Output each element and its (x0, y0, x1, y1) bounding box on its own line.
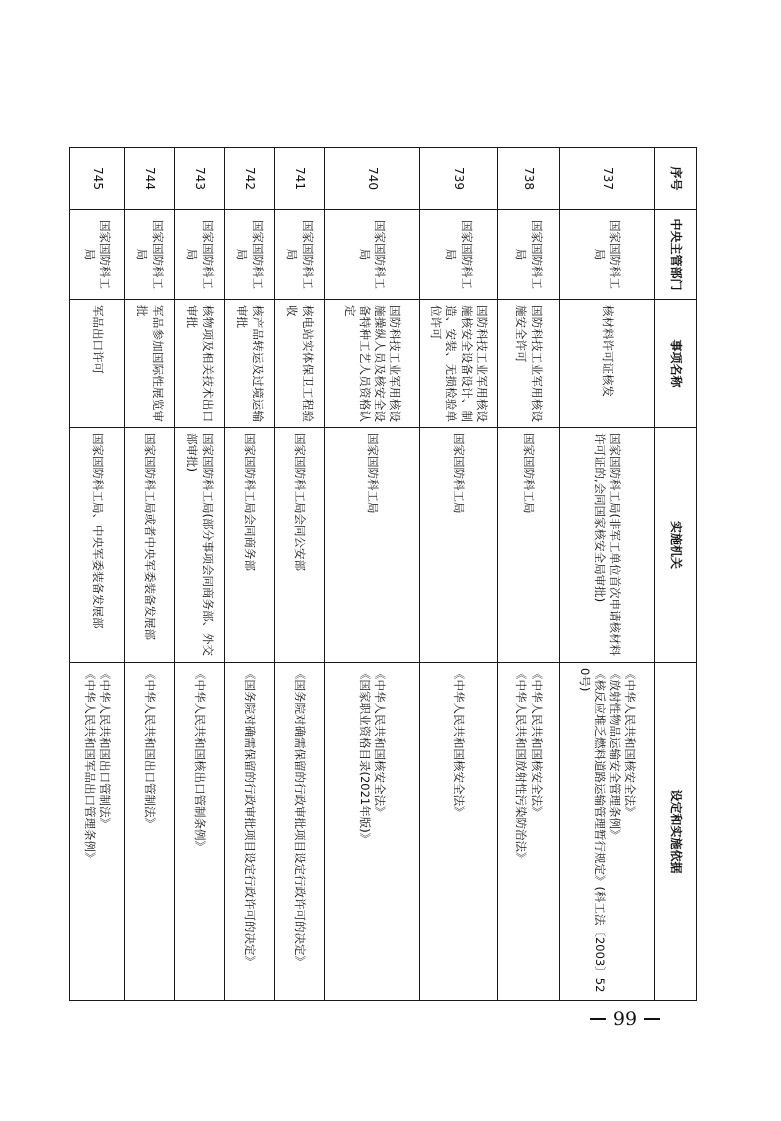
cell-basis (125, 663, 175, 1001)
rotated-table-container (83, 147, 697, 1000)
cell-item: 军品出口许可 (70, 300, 125, 428)
basis-line: 《中华人民共和国出口管制法》 (143, 668, 158, 829)
table-row (70, 148, 125, 1001)
cell-item: 核产品转运及过境运输审批 (225, 300, 275, 428)
cell-item: 核物项及相关技术出口审批 (175, 300, 225, 428)
cell-basis (225, 663, 275, 1001)
basis-line: 《国家职业资格目录(2021年版)》 (358, 668, 372, 845)
basis-line: 《中华人民共和国军品出口管理条例》 (83, 668, 97, 864)
basis-line: 《中华人民共和国核安全法》 (623, 668, 638, 818)
cell-item: 核材料许可证核发 (560, 300, 655, 428)
basis-line: 《核反应堆乏燃料道路运输管理暂行规定》(科工法〔2003〕520号) (577, 668, 607, 993)
cell-org: 国家国防科工局 (420, 428, 498, 663)
header-seq: 序号 (655, 148, 697, 210)
cell-item: 核电站实体保卫工程验收 (275, 300, 325, 428)
basis-line: 《中华人民共和国核安全法》 (452, 668, 467, 818)
table-body (70, 148, 655, 1001)
page-footer (585, 1005, 665, 1033)
basis-line: 《中华人民共和国核安全法》 (373, 668, 388, 818)
cell-item: 军品参加国际性展览审批 (125, 300, 175, 428)
cell-basis (70, 663, 125, 1001)
cell-org: 国家国防科工局 (498, 428, 560, 663)
table-row (498, 148, 560, 1001)
cell-basis (175, 663, 225, 1001)
table-row (175, 148, 225, 1001)
cell-seq: 738 (498, 148, 560, 210)
cell-dept: 国家国防科工局 (275, 210, 325, 300)
cell-basis (560, 663, 655, 1001)
cell-dept: 国家国防科工局 (498, 210, 560, 300)
cell-org: 国家国防科工局(非军工单位首次申请核材料许可证的,会同国家核安全局审批) (560, 428, 655, 663)
header-basis: 设定和实施依据 (655, 663, 697, 1001)
cell-item: 国防科技工业军用核设施安全许可 (498, 300, 560, 428)
cell-dept: 国家国防科工局 (325, 210, 420, 300)
table-row (325, 148, 420, 1001)
header-dept: 中央主管部门 (655, 210, 697, 300)
footer-dash-left (590, 1018, 606, 1020)
cell-dept: 国家国防科工局 (175, 210, 225, 300)
basis-line: 《放射性物品运输安全管理条例》 (608, 668, 623, 841)
cell-basis (498, 663, 560, 1001)
cell-seq: 745 (70, 148, 125, 210)
basis-line: 《国务院对确需保留的行政审批项目设定行政许可的决定》 (243, 668, 258, 967)
cell-dept: 国家国防科工局 (125, 210, 175, 300)
cell-org: 国家国防科工局(部分事项会同商务部、外交部审批) (175, 428, 225, 663)
table-row (125, 148, 175, 1001)
cell-seq: 742 (225, 148, 275, 210)
cell-seq: 737 (560, 148, 655, 210)
cell-org: 国家国防科工局会同商务部 (225, 428, 275, 663)
basis-line: 《中华人民共和国核出口管制条例》 (193, 668, 208, 852)
basis-line: 《中华人民共和国出口管制法》 (98, 668, 113, 829)
cell-seq: 741 (275, 148, 325, 210)
cell-item: 国防科技工业军用核设施核安全设备设计、制造、安装、无损检验单位许可 (420, 300, 498, 428)
basis-line: 《中华人民共和国放射性污染防治法》 (514, 668, 529, 864)
cell-basis (325, 663, 420, 1001)
cell-seq: 739 (420, 148, 498, 210)
cell-org: 国家国防科工局或者中央军委装备发展部 (125, 428, 175, 663)
cell-seq: 743 (175, 148, 225, 210)
header-org: 实施机关 (655, 428, 697, 663)
approval-items-table (69, 147, 697, 1001)
cell-org: 国家国防科工局会同公安部 (275, 428, 325, 663)
table-header-row (655, 148, 697, 1001)
table-row (560, 148, 655, 1001)
cell-dept: 国家国防科工局 (70, 210, 125, 300)
table-row (225, 148, 275, 1001)
cell-dept: 国家国防科工局 (225, 210, 275, 300)
cell-org: 国家国防科工局 (325, 428, 420, 663)
cell-item: 国防科技工业军用核设施操纵人员及核安全设备特种工艺人员资格认定 (325, 300, 420, 428)
table-row (420, 148, 498, 1001)
header-item: 事项名称 (655, 300, 697, 428)
cell-org: 国家国防科工局、中央军委装备发展部 (70, 428, 125, 663)
cell-basis (420, 663, 498, 1001)
cell-basis (275, 663, 325, 1001)
cell-seq: 744 (125, 148, 175, 210)
page-number: 99 (612, 1008, 638, 1030)
table-row (275, 148, 325, 1001)
cell-dept: 国家国防科工局 (560, 210, 655, 300)
basis-line: 《国务院对确需保留的行政审批项目设定行政许可的决定》 (293, 668, 308, 967)
cell-seq: 740 (325, 148, 420, 210)
cell-dept: 国家国防科工局 (420, 210, 498, 300)
footer-dash-right (644, 1018, 660, 1020)
basis-line: 《中华人民共和国核安全法》 (529, 668, 544, 818)
